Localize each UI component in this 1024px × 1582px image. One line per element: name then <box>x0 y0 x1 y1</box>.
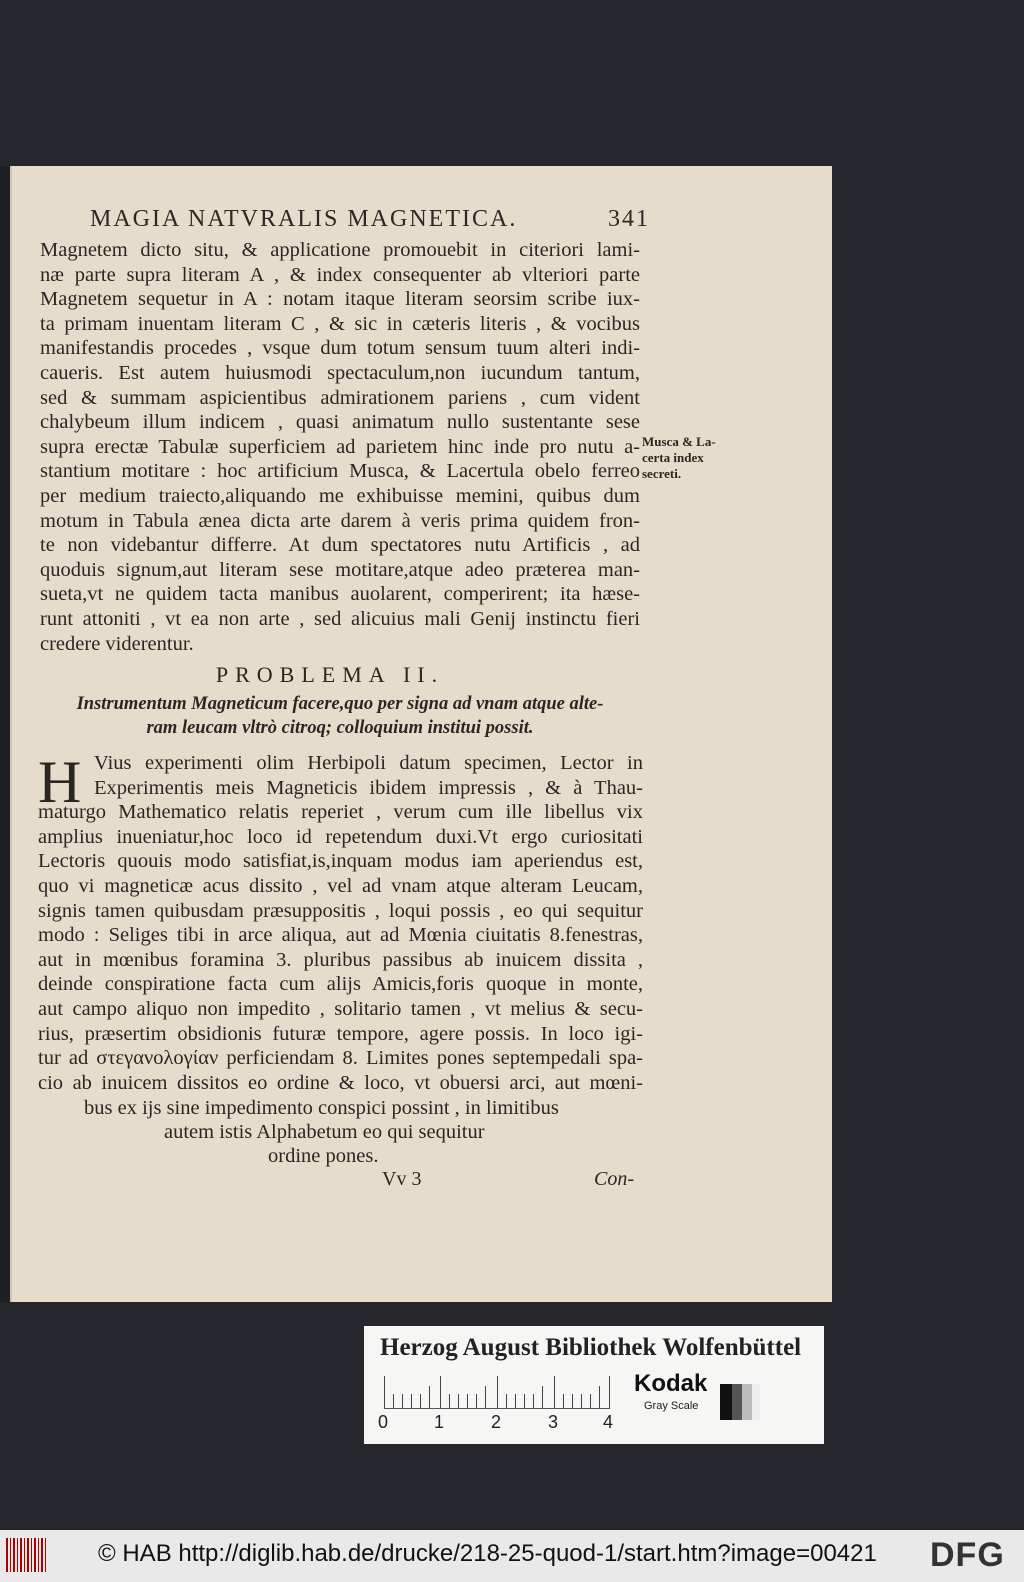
text-line: tur ad στεγανολογίαν perficiendam 8. Limites pones septempedali spa- <box>38 1047 643 1070</box>
problem-heading: PROBLEMA II. <box>215 662 445 687</box>
paragraph-1 <box>40 238 640 656</box>
text-line: runt attoniti , vt ea non arte , sed alicuius mali Genij instinctu fieri <box>40 607 640 630</box>
text-line: quoduis signum,aut literam sese motitare,atque adeo præterea man- <box>40 558 640 581</box>
footer-bar <box>0 1530 1024 1582</box>
text-line: bus ex ijs sine impedimento conspici possint , in limitibus <box>84 1097 559 1119</box>
paragraph-2 <box>38 751 643 1095</box>
text-line: ta primam inuentam literam C , & sic in cæteris literis , & vocibus <box>40 312 640 335</box>
margin-note <box>642 434 716 482</box>
text-line: sed & summam aspicientibus admirationem pariens , cum vident <box>40 386 640 409</box>
text-line: signis tamen quibusdam præsuppositis , loqui possis , eo qui sequitur <box>38 899 643 922</box>
text-line: supra erectæ Tabulæ superficiem ad parietem hinc inde pro nutu a- <box>40 435 640 458</box>
text-line: sueta,vt ne quidem tacta manibus auolarent, comperirent; ita hæse- <box>40 583 640 606</box>
text-line: amplius inueniatur,hoc loco id repetendum duxi.Vt ergo curiositati <box>38 825 643 848</box>
subtitle-line: Instrumentum Magneticum facere,quo per signa ad vnam atque alte- <box>76 694 604 714</box>
barcode-icon <box>6 1538 48 1572</box>
running-header <box>90 206 650 233</box>
gray-swatch <box>720 1384 760 1420</box>
text-line: caueris. Est autem huiusmodi spectaculum,non iucundum tantum, <box>40 361 640 384</box>
text-line: Magnetem sequetur in A : notam itaque literam seorsim scribe iux- <box>40 288 640 311</box>
text-line: Magnetem dicto situ, & applicatione promouebit in citeriori lami- <box>40 239 640 261</box>
ruler-number: 3 <box>548 1412 559 1432</box>
drop-capital: H <box>38 749 82 815</box>
text-line: quo vi magneticæ acus dissito , vel ad vnam atque alteram Leucam, <box>38 874 643 897</box>
catchword: Con- <box>594 1168 634 1190</box>
ruler <box>384 1376 610 1409</box>
copyright-link[interactable]: © HAB http://diglib.hab.de/drucke/218-25-quod-1/start.htm?image=00421 <box>98 1540 877 1567</box>
page-number: 341 <box>608 206 650 232</box>
text-line: Experimentis meis Magneticis ibidem impressis , & à Thau- <box>94 776 643 799</box>
text-line: Lectoris quouis modo satisfiat,is,inquam modus iam aperiendus est, <box>38 850 643 873</box>
text-line: cio ab inuicem dissitos eo ordine & loco, vt obuersi arci, aut mœni- <box>38 1071 643 1094</box>
ruler-number: 1 <box>434 1412 445 1432</box>
text-line: credere viderentur. <box>40 632 194 655</box>
running-title: MAGIA NATVRALIS MAGNETICA. <box>90 206 518 232</box>
text-line: motum in Tabula ænea dicta arte darem à veris prima quidem fron- <box>40 509 640 532</box>
text-line: manifestandis procedes , vsque dum totum sensum tuum alteri indi- <box>40 337 640 360</box>
text-line: Vius experimenti olim Herbipoli datum specimen, Lector in <box>94 752 643 774</box>
book-page <box>10 166 832 1302</box>
dfg-logo: DFG <box>930 1536 1005 1574</box>
scale-card <box>364 1326 824 1444</box>
ruler-number: 4 <box>603 1412 614 1432</box>
text-line: rius, præsertim obsidionis futuræ tempore, agere possis. In loco igi- <box>38 1022 643 1045</box>
signature-mark: Vv 3 <box>382 1168 422 1190</box>
text-line: te non videbantur differre. At dum spectatores nutu Artificis , ad <box>40 534 640 557</box>
ruler-number: 2 <box>491 1412 502 1432</box>
text-line: deinde conspiratione facta cum alijs Amicis,foris quoque in monte, <box>38 973 643 996</box>
text-line: chalybeum illum indicem , quasi animatum nullo sustentante sese <box>40 411 640 434</box>
text-line: autem istis Alphabetum eo qui sequitur <box>164 1121 485 1143</box>
text-line: modo : Seliges tibi in arce aliqua, aut ad Mœnia ciuitatis 8.fenestras, <box>38 924 643 947</box>
margin-note-line: secreti. <box>642 466 682 481</box>
text-line: per medium traiecto,aliquando me exhibuisse memini, quibus dum <box>40 484 640 507</box>
text-line: maturgo Mathematico relatis reperiet , verum cum ille libellus vix <box>38 801 643 824</box>
margin-note-line: certa index <box>642 450 704 465</box>
ruler-number: 0 <box>378 1412 389 1432</box>
text-line: aut campo aliquo non impedito , solitario tamen , vt melius & secu- <box>38 997 643 1020</box>
problem-subtitle <box>40 692 640 740</box>
text-line: ordine pones. <box>268 1145 379 1167</box>
library-name: Herzog August Bibliothek Wolfenbüttel <box>380 1334 802 1361</box>
gray-scale-label: Gray Scale <box>644 1400 699 1412</box>
text-line: næ parte supra literam A , & index consequenter ab vlteriori parte <box>40 263 640 286</box>
margin-note-line: Musca & La- <box>642 434 716 449</box>
kodak-logo: Kodak <box>634 1370 708 1397</box>
subtitle-line: ram leucam vltrò citroq; colloquium institui possit. <box>146 718 534 738</box>
text-line: stantium motitare : hoc artificium Musca, & Lacertula obelo ferreo <box>40 460 640 483</box>
text-line: aut in mœnibus foramina 3. pluribus passibus ab inuicem dissita , <box>38 948 643 971</box>
